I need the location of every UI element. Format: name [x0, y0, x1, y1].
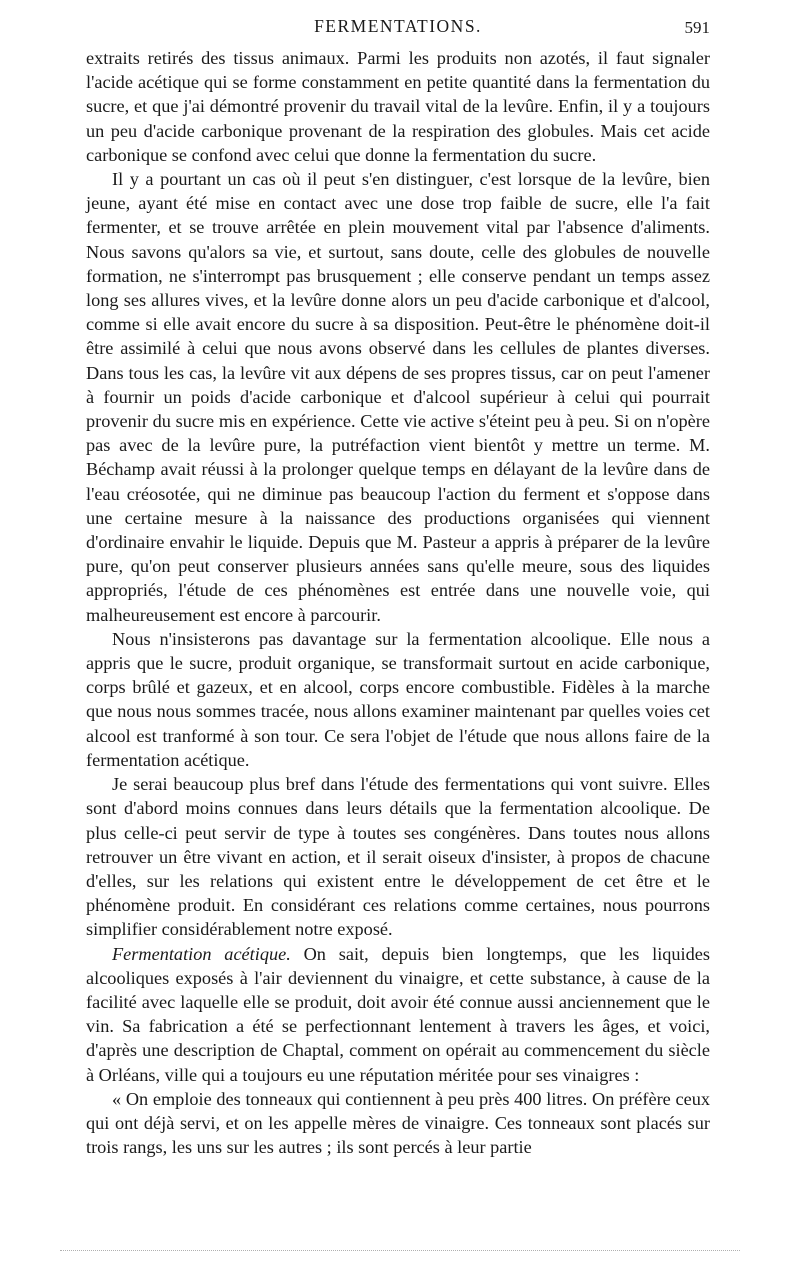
body-text — [86, 46, 710, 1159]
paragraph-5 — [86, 942, 710, 1087]
running-title: FERMENTATIONS. — [314, 16, 482, 36]
section-heading: Fermentation acétique. — [112, 943, 291, 964]
paragraph-text: « On emploie des tonneaux qui contiennent à peu près 400 litres. On préfère ceux qui ont déjà servi, et on les appelle mères de vinaigre. Ces tonneaux sont placés sur trois rangs, les uns sur les autres ; ils sont percés à leur partie — [86, 1088, 710, 1158]
paragraph-6 — [86, 1087, 710, 1160]
running-head — [86, 16, 710, 46]
paragraph-text: Il y a pourtant un cas où il peut s'en distinguer, c'est lorsque de la levûre, bien jeune, ayant été mise en contact avec une dose trop faible de sucre, elle l'a fait fermenter, et se trouve arrêtée en plein mouvement vital par l'absence d'aliments. Nous savons qu'alors sa vie, et surtout, sans doute, celle des globules de nouvelle formation, ne s'interrompt pas brusquement ; elle conserve pendant un temps assez long ses allures vives, et la levûre donne alors un peu d'acide carbonique et d'alcool, comme si elle avait encore du sucre à sa disposition. Peut-être le phénomène doit-il être assimilé à celui que nous avons observé dans les cellules de plantes diverses. Dans tous les cas, la levûre vit aux dépens de ses propres tissus, car on peut l'amener à fournir un poids d'acide carbonique et d'alcool supérieur à celui qui pourrait provenir du sucre mis en expérience. Cette vie active s'éteint peu à peu. Si on n'opère pas avec de la levûre pure, la putréfaction vient bientôt y mettre un terme. M. Béchamp avait réussi à la prolonger quelque temps en délayant de la levûre dans de l'eau créosotée, qui ne diminue pas beaucoup l'action du ferment et s'oppose dans une certaine mesure à la naissance des productions organisées qui viennent d'ordinaire envahir le liquide. Depuis que M. Pasteur a appris à préparer de la levûre pure, qu'on peut conserver plusieurs années sans qu'elle meure, sous des liquides appropriés, l'étude de ces phénomènes est entrée dans une nouvelle voie, qui malheureusement est encore à parcourir. — [86, 169, 710, 625]
paragraph-3 — [86, 627, 710, 772]
paragraph-text: On sait, depuis bien longtemps, que les liquides alcooliques exposés à l'air deviennent du vinaigre, et cette substance, à cause de la facilité avec laquelle elle se produit, doit avoir été connue aussi anciennement que le vin. Sa fabrication a été se perfectionnant lentement à travers les âges, et voici, d'après une description de Chaptal, comment on opérait au commencement du siècle à Orléans, ville qui a toujours eu une réputation méritée pour ses vinaigres : — [86, 943, 710, 1085]
paragraph-1 — [86, 46, 710, 167]
paragraph-text: Je serai beaucoup plus bref dans l'étude des fermentations qui vont suivre. Elles sont d'abord moins connues dans leurs détails que la fermentation alcoolique. De plus celle-ci peut servir de type à toutes ses congénères. Dans toutes nous allons retrouver un être vivant en action, et il serait oiseux d'insister, à propos de chacune d'elles, sur les relations qui existent entre le développement de cet être et le phénomène produit. En considérant ces relations comme certaines, nous pourrons simplifier considérablement notre exposé. — [86, 774, 710, 940]
scan-artifact-line — [60, 1250, 740, 1252]
paragraph-2 — [86, 167, 710, 627]
paragraph-text: Nous n'insisterons pas davantage sur la fermentation alcoolique. Elle nous a appris que le sucre, produit organique, se transformait surtout en acide carbonique, corps brûlé et gazeux, et en alcool, corps encore combustible. Fidèles à la marche que nous nous sommes tracée, nous allons examiner maintenant par quelles voies cet alcool est tranformé à son tour. Ce sera l'objet de l'étude que nous allons faire de la fermentation acétique. — [86, 628, 710, 770]
page-number: 591 — [684, 18, 710, 37]
book-page — [86, 16, 710, 1159]
paragraph-text: extraits retirés des tissus animaux. Parmi les produits non azotés, il faut signaler l'acide acétique qui se forme constamment en petite quantité dans la fermentation du sucre, et que j'ai démontré provenir du travail vital de la levûre. Enfin, il y a toujours un peu d'acide carbonique provenant de la respiration des globules. Mais cet acide carbonique se confond avec celui que donne la fermentation du sucre. — [86, 48, 710, 165]
paragraph-4 — [86, 772, 710, 941]
